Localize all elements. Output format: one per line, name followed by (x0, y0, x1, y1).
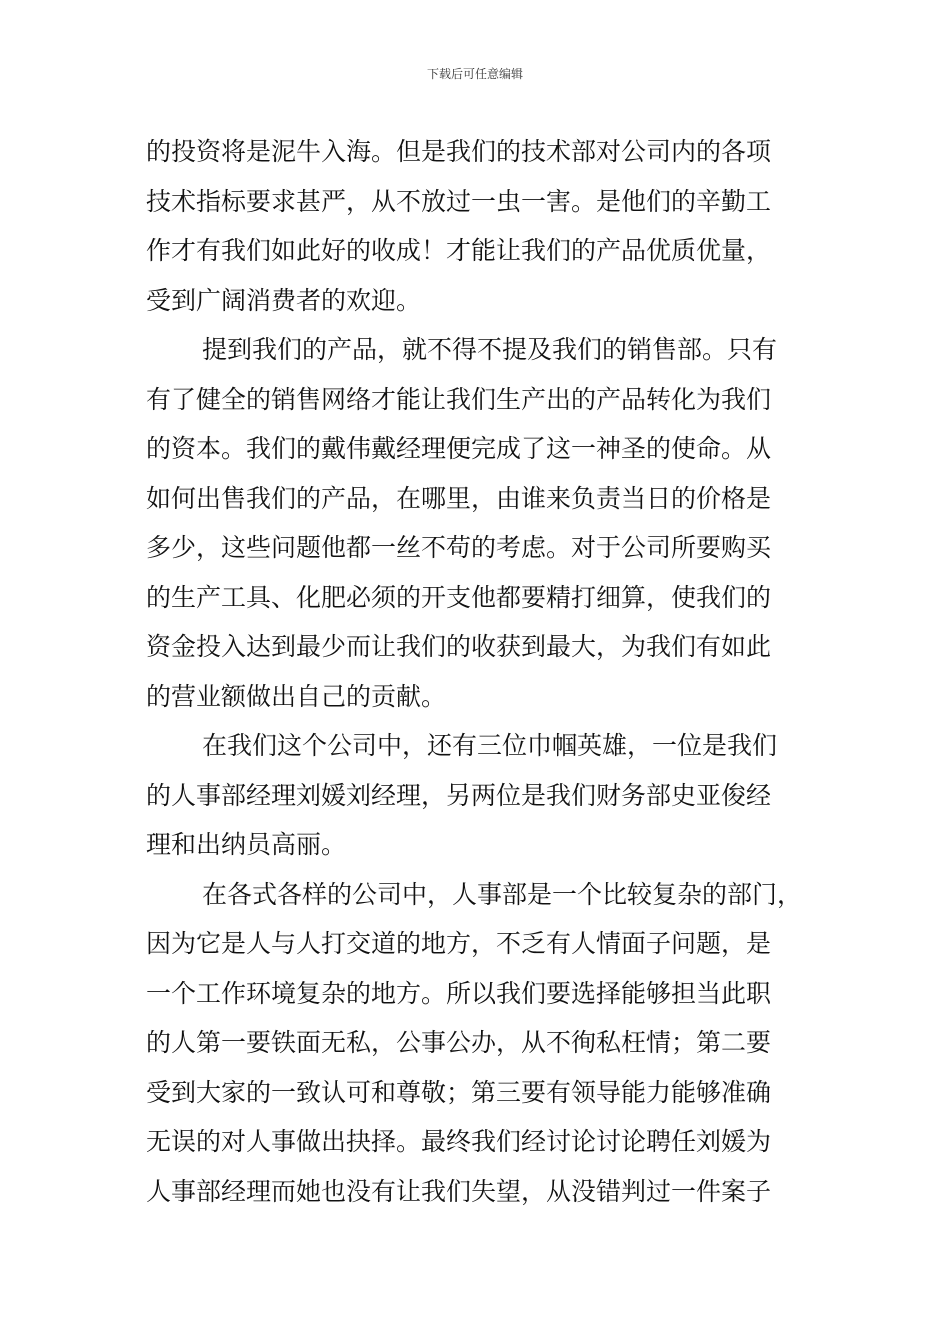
text-line: 的生产工具、化肥必须的开支他都要精打细算，使我们的 (146, 582, 772, 612)
text-line: 的人事部经理刘媛刘经理，另两位是我们财务部史亚俊经 (146, 780, 772, 810)
text-line: 多少，这些问题他都一丝不苟的考虑。对于公司所要购买 (146, 533, 772, 562)
text-line: 因为它是人与人打交道的地方，不乏有人情面子问题，是 (146, 929, 772, 958)
body-text (146, 127, 826, 1216)
text-line: 无误的对人事做出抉择。最终我们经讨论讨论聘任刘媛为 (146, 1127, 772, 1156)
text-line: 受到广阔消费者的欢迎。 (146, 285, 422, 315)
text-line: 一个工作环境复杂的地方。所以我们要选择能够担当此职 (146, 978, 772, 1008)
text-line: 技术指标要求甚严，从不放过一虫一害。是他们的辛勤工 (146, 186, 772, 216)
text-line: 人事部经理而她也没有让我们失望，从没错判过一件案子 (146, 1176, 772, 1206)
text-line: 提到我们的产品，就不得不提及我们的销售部。只有 (202, 335, 778, 364)
text-line: 的资本。我们的戴伟戴经理便完成了这一神圣的使命。从 (146, 434, 772, 463)
page-header: 下载后可任意编辑 (426, 67, 523, 81)
text-line: 在各式各样的公司中，人事部是一个比较复杂的部门， (202, 879, 803, 909)
text-line: 的投资将是泥牛入海。但是我们的技术部对公司内的各项 (146, 137, 772, 166)
text-line: 受到大家的一致认可和尊敬；第三要有领导能力能够准确 (146, 1077, 772, 1107)
text-line: 的营业额做出自己的贡献。 (146, 681, 447, 711)
text-line: 资金投入达到最少而让我们的收获到最大，为我们有如此 (146, 632, 772, 661)
text-line: 如何出售我们的产品，在哪里，由谁来负责当日的价格是 (146, 483, 772, 513)
text-line: 作才有我们如此好的收成！才能让我们的产品优质优量， (146, 236, 772, 265)
text-line: 有了健全的销售网络才能让我们生产出的产品转化为我们 (146, 384, 772, 414)
text-line: 理和出纳员高丽。 (146, 830, 347, 859)
text-line: 在我们这个公司中，还有三位巾帼英雄，一位是我们 (202, 731, 778, 760)
text-line: 的人第一要铁面无私，公事公办，从不徇私枉情；第二要 (146, 1028, 772, 1057)
